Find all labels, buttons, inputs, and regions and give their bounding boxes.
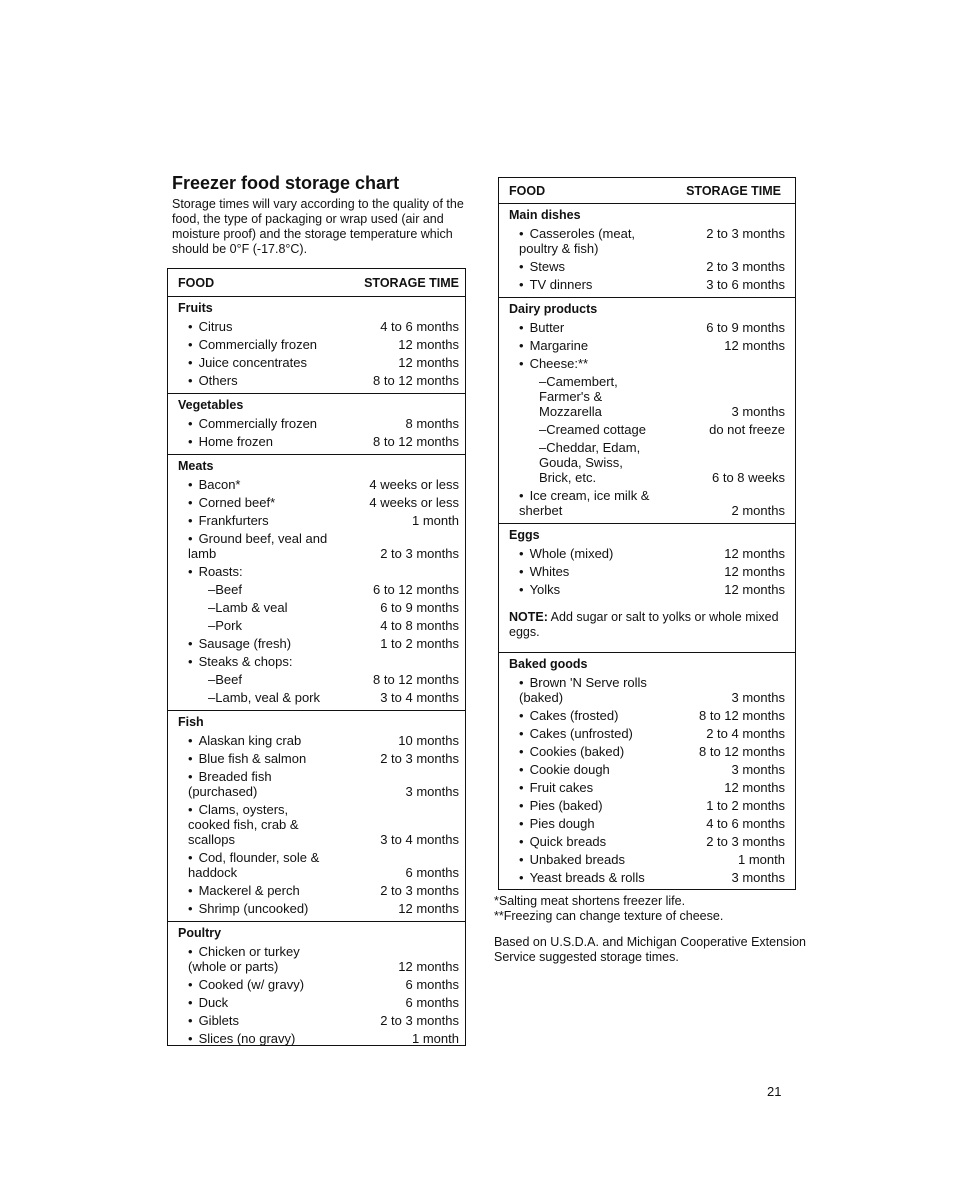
table-row xyxy=(509,580,785,598)
table-row xyxy=(509,544,785,562)
table-section xyxy=(168,922,465,1051)
food-name: • Cheese:** xyxy=(509,356,588,371)
storage-time: 12 months xyxy=(398,900,459,916)
note xyxy=(509,610,785,640)
storage-time: 6 months xyxy=(405,976,459,992)
storage-time: 6 months xyxy=(405,994,459,1010)
storage-time: 2 to 3 months xyxy=(380,1012,459,1028)
table-row xyxy=(178,848,459,881)
food-name: • Whole (mixed) xyxy=(509,546,613,561)
food-column-header: FOOD xyxy=(178,275,215,290)
storage-time: 8 months xyxy=(405,415,459,431)
table-section xyxy=(168,711,465,922)
section-heading: Dairy products xyxy=(509,302,598,316)
footnotes xyxy=(494,894,814,965)
table-section xyxy=(499,524,795,653)
table-row xyxy=(178,688,459,706)
storage-time: 12 months xyxy=(398,336,459,352)
table-section xyxy=(168,297,465,394)
storage-time: 10 months xyxy=(398,732,459,748)
table-row xyxy=(509,420,785,438)
table-row xyxy=(178,652,459,670)
storage-time: 3 months xyxy=(405,783,459,799)
food-name: • Cooked (w/ gravy) xyxy=(178,977,304,992)
section-heading: Fruits xyxy=(178,301,213,315)
food-name: • Others xyxy=(178,373,238,388)
table-row xyxy=(178,749,459,767)
table-row xyxy=(178,1029,459,1047)
food-name: • Corned beef* xyxy=(178,495,275,510)
storage-time: 8 to 12 months xyxy=(373,372,459,388)
food-name: • Citrus xyxy=(178,319,233,334)
section-heading: Eggs xyxy=(509,528,540,542)
table-row xyxy=(178,616,459,634)
storage-time: 2 months xyxy=(731,502,785,518)
storage-time: 4 to 6 months xyxy=(380,318,459,334)
food-name: • Alaskan king crab xyxy=(178,733,301,748)
food-name: • Steaks & chops: xyxy=(178,654,293,669)
table-row xyxy=(178,371,459,389)
table-section xyxy=(499,653,795,890)
food-name: –Lamb, veal & pork xyxy=(208,689,321,705)
food-name: –Cheddar, Edam, Gouda, Swiss, Brick, etc. xyxy=(539,439,641,485)
storage-time: 3 to 4 months xyxy=(380,831,459,847)
food-name: • Home frozen xyxy=(178,434,273,449)
food-name: –Pork xyxy=(208,617,242,633)
table-section xyxy=(168,394,465,455)
food-name: • Brown 'N Serve rolls (baked) xyxy=(509,675,647,705)
storage-time: 12 months xyxy=(724,545,785,561)
table-row xyxy=(178,414,459,432)
table-row xyxy=(178,475,459,493)
table-row xyxy=(509,438,785,486)
food-name: • Slices (no gravy) xyxy=(178,1031,295,1046)
table-row xyxy=(509,868,785,886)
storage-time: 1 month xyxy=(412,1030,459,1046)
food-column-header: FOOD xyxy=(509,183,546,198)
source-note: Based on U.S.D.A. and Michigan Cooperative Extension Service suggested storage times. xyxy=(494,935,806,964)
table-row xyxy=(509,724,785,742)
table-row xyxy=(509,486,785,519)
table-row xyxy=(509,760,785,778)
food-name: • Frankfurters xyxy=(178,513,269,528)
storage-time: 8 to 12 months xyxy=(699,743,785,759)
storage-table-right xyxy=(498,177,796,890)
food-name: • Cakes (frosted) xyxy=(509,708,618,723)
food-name: • Fruit cakes xyxy=(509,780,593,795)
table-row xyxy=(178,731,459,749)
storage-time: 3 to 4 months xyxy=(380,689,459,705)
food-name: –Camembert, Farmer's & Mozzarella xyxy=(539,373,618,419)
food-name: • Ice cream, ice milk & sherbet xyxy=(509,488,649,518)
food-name: • Blue fish & salmon xyxy=(178,751,306,766)
table-header xyxy=(168,269,465,297)
storage-time: 2 to 3 months xyxy=(380,545,459,561)
food-name: • TV dinners xyxy=(509,277,592,292)
storage-time: do not freeze xyxy=(709,421,785,437)
storage-time: 4 weeks or less xyxy=(369,476,459,492)
food-name: • Cakes (unfrosted) xyxy=(509,726,633,741)
table-section xyxy=(499,204,795,298)
table-row xyxy=(178,317,459,335)
table-row xyxy=(178,767,459,800)
storage-time: 6 to 9 months xyxy=(380,599,459,615)
food-name: • Quick breads xyxy=(509,834,606,849)
table-row xyxy=(178,598,459,616)
food-name: • Roasts: xyxy=(178,564,243,579)
food-name: • Juice concentrates xyxy=(178,355,307,370)
storage-time: 8 to 12 months xyxy=(699,707,785,723)
food-name: • Pies dough xyxy=(509,816,595,831)
table-row xyxy=(509,318,785,336)
storage-time: 12 months xyxy=(398,958,459,974)
storage-time: 3 months xyxy=(731,869,785,885)
storage-time: 8 to 12 months xyxy=(373,671,459,687)
food-name: • Pies (baked) xyxy=(509,798,603,813)
table-row xyxy=(178,899,459,917)
storage-time: 2 to 3 months xyxy=(706,225,785,241)
storage-time: 3 months xyxy=(731,403,785,419)
table-row xyxy=(509,814,785,832)
page-number: 21 xyxy=(767,1084,782,1099)
table-row xyxy=(509,275,785,293)
footnote: **Freezing can change texture of cheese. xyxy=(494,909,724,923)
storage-table-left xyxy=(167,268,466,1046)
storage-time: 2 to 3 months xyxy=(706,833,785,849)
storage-time: 4 to 8 months xyxy=(380,617,459,633)
table-row xyxy=(178,529,459,562)
table-row xyxy=(509,832,785,850)
table-row xyxy=(509,336,785,354)
food-name: • Sausage (fresh) xyxy=(178,636,291,651)
page-title: Freezer food storage chart xyxy=(172,173,400,193)
note-label: NOTE: xyxy=(509,610,548,624)
food-name: • Chicken or turkey (whole or parts) xyxy=(178,944,300,974)
food-name: • Margarine xyxy=(509,338,588,353)
storage-time-column-header: STORAGE TIME xyxy=(686,183,781,198)
food-name: • Cookie dough xyxy=(509,762,610,777)
storage-time: 8 to 12 months xyxy=(373,433,459,449)
storage-time: 2 to 4 months xyxy=(706,725,785,741)
table-row xyxy=(178,975,459,993)
storage-time: 12 months xyxy=(724,563,785,579)
table-row xyxy=(509,562,785,580)
section-heading: Poultry xyxy=(178,926,222,940)
section-heading: Vegetables xyxy=(178,398,244,412)
table-row xyxy=(178,511,459,529)
storage-time: 3 months xyxy=(731,761,785,777)
food-name: –Beef xyxy=(208,581,242,597)
footnote: *Salting meat shortens freezer life. xyxy=(494,894,686,908)
table-row xyxy=(509,372,785,420)
table-row xyxy=(178,670,459,688)
note-text: Add sugar or salt to yolks or whole mixed eggs. xyxy=(509,610,779,639)
table-row xyxy=(178,800,459,848)
food-name: –Beef xyxy=(208,671,242,687)
storage-time: 6 to 8 weeks xyxy=(712,469,785,485)
table-row xyxy=(178,942,459,975)
food-name: • Mackerel & perch xyxy=(178,883,300,898)
food-name: • Duck xyxy=(178,995,228,1010)
food-name: • Whites xyxy=(509,564,569,579)
table-row xyxy=(509,354,785,372)
storage-time: 1 month xyxy=(738,851,785,867)
table-row xyxy=(178,634,459,652)
storage-time: 1 to 2 months xyxy=(380,635,459,651)
storage-time: 2 to 3 months xyxy=(380,750,459,766)
table-row xyxy=(178,580,459,598)
food-name: • Unbaked breads xyxy=(509,852,625,867)
section-heading: Meats xyxy=(178,459,214,473)
food-name: • Commercially frozen xyxy=(178,416,317,431)
table-row xyxy=(178,1011,459,1029)
table-row xyxy=(178,993,459,1011)
section-heading: Fish xyxy=(178,715,204,729)
storage-time: 1 to 2 months xyxy=(706,797,785,813)
food-name: • Yeast breads & rolls xyxy=(509,870,645,885)
storage-time: 3 months xyxy=(731,689,785,705)
table-row xyxy=(178,353,459,371)
table-row xyxy=(178,562,459,580)
table-row xyxy=(509,257,785,275)
food-name: • Bacon* xyxy=(178,477,240,492)
table-row xyxy=(509,673,785,706)
table-row xyxy=(178,432,459,450)
section-heading: Main dishes xyxy=(509,208,581,222)
table-row xyxy=(509,224,785,257)
food-name: • Cookies (baked) xyxy=(509,744,624,759)
table-section xyxy=(499,298,795,524)
storage-time: 2 to 3 months xyxy=(706,258,785,274)
storage-time: 2 to 3 months xyxy=(380,882,459,898)
table-row xyxy=(178,335,459,353)
storage-time: 6 to 12 months xyxy=(373,581,459,597)
table-row xyxy=(178,493,459,511)
storage-time: 12 months xyxy=(724,779,785,795)
food-name: • Stews xyxy=(509,259,565,274)
food-name: • Cod, flounder, sole & haddock xyxy=(178,850,319,880)
food-name: • Yolks xyxy=(509,582,560,597)
food-name: • Giblets xyxy=(178,1013,239,1028)
table-header xyxy=(499,178,795,204)
table-row xyxy=(509,742,785,760)
storage-time: 6 months xyxy=(405,864,459,880)
storage-time: 4 weeks or less xyxy=(369,494,459,510)
food-name: • Ground beef, veal and lamb xyxy=(178,531,327,561)
storage-time: 6 to 9 months xyxy=(706,319,785,335)
storage-time: 12 months xyxy=(724,581,785,597)
storage-time: 3 to 6 months xyxy=(706,276,785,292)
food-name: –Creamed cottage xyxy=(539,421,646,437)
table-section xyxy=(168,455,465,711)
food-name: –Lamb & veal xyxy=(208,599,288,615)
food-name: • Butter xyxy=(509,320,564,335)
table-row xyxy=(509,850,785,868)
storage-time-column-header: STORAGE TIME xyxy=(364,275,459,290)
section-heading: Baked goods xyxy=(509,657,588,671)
food-name: • Commercially frozen xyxy=(178,337,317,352)
table-row xyxy=(509,796,785,814)
table-row xyxy=(509,706,785,724)
food-name: • Breaded fish (purchased) xyxy=(178,769,272,799)
storage-time: 12 months xyxy=(398,354,459,370)
food-name: • Clams, oysters, cooked fish, crab & scallops xyxy=(178,802,299,847)
storage-time: 4 to 6 months xyxy=(706,815,785,831)
table-row xyxy=(178,881,459,899)
storage-time: 1 month xyxy=(412,512,459,528)
table-row xyxy=(509,778,785,796)
food-name: • Casseroles (meat, poultry & fish) xyxy=(509,226,635,256)
storage-time: 12 months xyxy=(724,337,785,353)
intro-paragraph: Storage times will vary according to the quality of the food, the type of packaging or wrap used (air and moisture proof) and the storage temperature which should be 0°F (-17.8°C). xyxy=(172,197,464,256)
food-name: • Shrimp (uncooked) xyxy=(178,901,308,916)
